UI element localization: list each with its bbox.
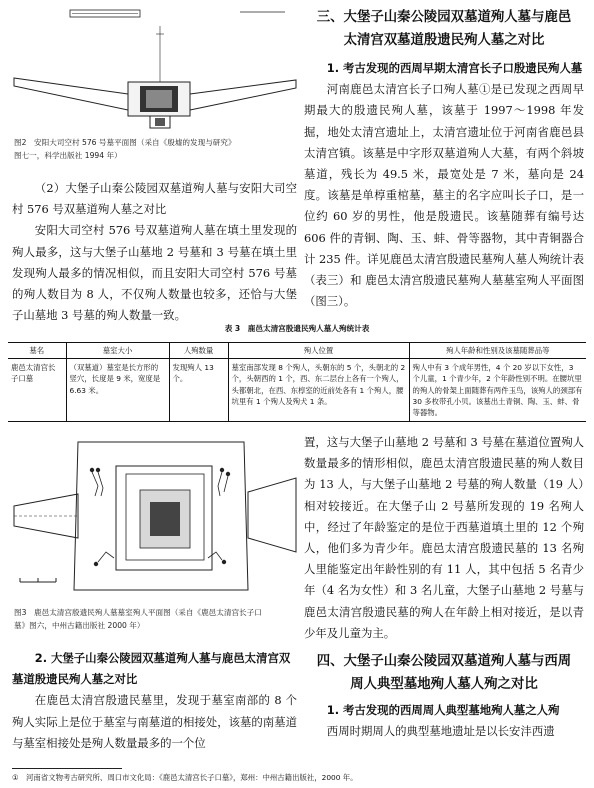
left-lower-section	[12, 648, 297, 754]
paragraph-changzikou: 河南鹿邑太清宫长子口殉人墓①是已发现之西周早期最大的殷遗民殉人墓，该墓于 1997～1998 年发掘，地处太清宫遗址上，太清宫遗址位于河南省鹿邑县太清宫镇。该墓是中字形双墓道殉人大墓，有两个斜坡墓道，残长为 49.5 米，最宽处是 7 米，墓向是 24 度。该墓是单椁重棺墓，墓主的名字应叫长子口，是一位约 60 岁的男性，他是殷遗民。该墓随葬有编号达 606 件的青铜、陶、玉、蚌、骨等器物，其中青铜器合计 235 件。详见鹿邑太清宫殷遗民墓殉人墓人殉统计表（表三）和 鹿邑太清宫殷遗民墓殉人墓墓室殉人平面图（图三）。	[304, 82, 584, 309]
section-4-heading-line1: 四、大堡子山秦公陵园双墓道殉人墓与西周	[316, 654, 572, 670]
section-4-heading-line2: 周人典型墓地殉人墓人殉之对比	[350, 677, 538, 693]
figure-3	[8, 432, 298, 602]
right-upper-section	[304, 6, 584, 312]
paragraph-dasikong-576: 安阳大司空村 576 号双墓道殉人墓在填土里发现的殉人最多，这与大堡子山墓地 2 号墓和 3 号墓在填土里发现殉人最多的情况相似，而且安阳大司空村 576 号墓的殉人数目为 8 人，不仅殉人数量也较多，还恰与大堡子山墓地 3 号墓的殉人数量一致。	[12, 223, 297, 323]
right-lower-section	[304, 432, 584, 742]
figure-2	[10, 6, 300, 134]
table-3	[8, 342, 586, 422]
col-header-detail: 殉人年龄和性别及该墓随葬品等	[409, 343, 586, 359]
left-upper-section	[12, 178, 297, 326]
section-3-subheading: 1. 考古发现的西周早期太清宫长子口殷遗民殉人墓	[326, 61, 583, 75]
table-header-row	[8, 343, 586, 359]
figure-3-caption: 图3 鹿邑太清宫殷遗民殉人墓墓室殉人平面图（采自《鹿邑太清宫长子口墓》图六，中州古籍出版社 2000 年）	[14, 608, 262, 630]
cell-detail: 殉人中有 3 个成年男性，4 个 20 岁以下女性，3 个儿童，1 个青少年，2 个年龄性别不明。在腰坑里的殉人的骨架上面随葬有两件玉鸟，该殉人的颈部有 30 多枚带孔小贝。该墓出土青铜、陶、玉、蚌、骨等器物。	[409, 359, 586, 422]
paragraph-south-ramp: 在鹿邑太清宫殷遗民墓里，发现于墓室南部的 8 个殉人实际上是位于墓室与南墓道的相接处，该墓的南墓道与墓室相接处是殉人数量最多的一个位	[12, 693, 297, 750]
paragraph-comparison-continued: 置，这与大堡子山墓地 2 号墓和 3 号墓在墓道位置殉人数量最多的情形相似，鹿邑太清宫殷遗民墓的殉人数目为 13 人，与大堡子山墓地 2 号墓的殉人数量（19 人）相对较接近。在大堡子山 2 号墓所发现的 19 名殉人中，经过了年龄鉴定的是位于西墓道填土里的 12 个殉人，他们多为青少年。鹿邑太清宫殷遗民墓的 13 名殉人里能鉴定出年龄性别的有 11 人，其中包括 5 名青少年（4 名为女性）和 3 名儿童，大堡子山墓地 2 号墓与鹿邑太清宫殷遗民墓的殉人在年龄上相对接近，是以青少年及儿童为主。	[304, 435, 584, 640]
footnote: ① 河南省文物考古研究所、周口市文化局：《鹿邑太清宫长子口墓》，郑州：中州古籍出版社，2000 年。	[12, 773, 358, 782]
footnote-rule	[12, 768, 122, 769]
section-3-heading-line2: 太清宫双墓道殷遗民殉人墓之对比	[343, 33, 545, 48]
cell-count: 发现殉人 13 个。	[169, 359, 228, 422]
section-4-subheading: 1. 考古发现的西周周人典型墓地殉人墓之人殉	[326, 703, 560, 718]
col-header-name: 墓名	[8, 343, 66, 359]
col-header-count: 人殉数量	[169, 343, 228, 359]
cell-name: 鹿邑太清宫长子口墓	[8, 359, 66, 422]
cell-size: （双墓道）墓室是长方形的竖穴，长度是 9 米，宽度是 6.63 米。	[66, 359, 169, 422]
section-3-2-heading: 2. 大堡子山秦公陵园双墓道殉人墓与鹿邑太清宫双墓道殷遗民殉人墓之对比	[12, 651, 291, 687]
col-header-size: 墓室大小	[66, 343, 169, 359]
section-3-heading-line1: 三、大堡子山秦公陵园双墓道殉人墓与鹿邑	[316, 10, 572, 25]
col-header-position: 殉人位置	[228, 343, 409, 359]
paragraph-western-zhou: 西周时期周人的典型墓地遗址是以长安沣西遗	[326, 724, 555, 739]
table-row	[8, 359, 586, 422]
figure-2-caption: 图2 安阳大司空村 576 号墓平面图（采自《殷墟的发现与研究》图七一，科学出版社 1994 年）	[14, 138, 236, 160]
section-2-subheading: （2）大堡子山秦公陵园双墓道殉人墓与安阳大司空村 576 号双墓道殉人墓之对比	[12, 181, 297, 217]
changzikou-tomb-plan-drawing	[8, 432, 298, 602]
tomb-576-plan-drawing	[10, 6, 300, 134]
table-3-title: 表 3 鹿邑太清宫殷遗民殉人墓人殉统计表	[224, 324, 370, 333]
cell-position: 墓室南部发现 8 个殉人，头朝东的 5 个，头朝北的 2 个，头朝西的 1 个，西、东二层台上各有一个殉人，头都朝北，在西、东椁室的近前处各有 1 个殉人，腰坑里有 1 个殉人及殉犬 1 条。	[228, 359, 409, 422]
